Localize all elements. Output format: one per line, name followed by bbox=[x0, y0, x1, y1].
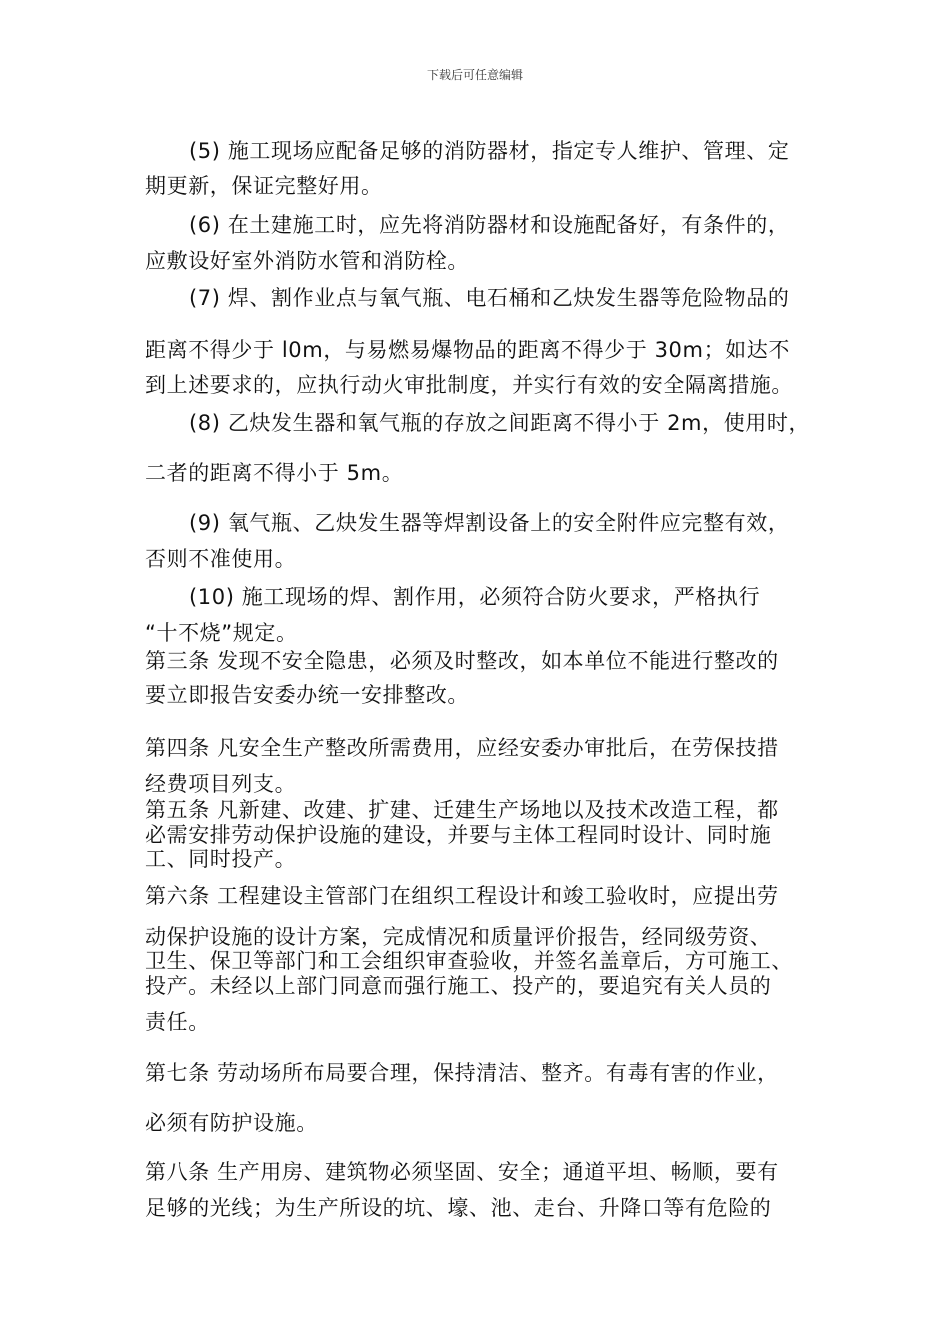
text-line: (8) 乙炔发生器和氧气瓶的存放之间距离不得小于 2m，使用时， bbox=[189, 411, 811, 435]
text-line: “十不烧”规定。 bbox=[145, 621, 298, 645]
text-line: 动保护设施的设计方案，完成情况和质量评价报告，经同级劳资、 bbox=[145, 925, 772, 949]
text-line: 卫生、保卫等部门和工会组织审查验收，并签名盖章后，方可施工、 bbox=[145, 949, 793, 973]
text-line: 第六条 工程建设主管部门在组织工程设计和竣工验收时，应提出劳 bbox=[145, 884, 779, 908]
text-line: 工、同时投产。 bbox=[145, 847, 297, 871]
text-line: (7) 焊、割作业点与氧气瓶、电石桶和乙炔发生器等危险物品的 bbox=[189, 286, 790, 310]
text-line: 要立即报告安委办统一安排整改。 bbox=[145, 683, 469, 707]
text-line: 第八条 生产用房、建筑物必须坚固、安全；通道平坦、畅顺，要有 bbox=[145, 1160, 779, 1184]
text-line: 第五条 凡新建、改建、扩建、迁建生产场地以及技术改造工程，都 bbox=[145, 798, 779, 822]
text-line: 必需安排劳动保护设施的建设，并要与主体工程同时设计、同时施 bbox=[145, 823, 772, 847]
page-header: 下载后可任意编辑 bbox=[426, 68, 523, 82]
text-line: (9) 氧气瓶、乙炔发生器等焊割设备上的安全附件应完整有效， bbox=[189, 511, 790, 535]
text-line: 责任。 bbox=[145, 1010, 210, 1034]
text-line: 期更新，保证完整好用。 bbox=[145, 174, 383, 198]
text-line: 第七条 劳动场所布局要合理，保持清洁、整齐。有毒有害的作业， bbox=[145, 1061, 779, 1085]
text-line: (5) 施工现场应配备足够的消防器材，指定专人维护、管理、定 bbox=[189, 139, 790, 163]
text-line: 应敷设好室外消防水管和消防栓。 bbox=[145, 249, 469, 273]
text-line: 投产。未经以上部门同意而强行施工、投产的，要追究有关人员的 bbox=[145, 974, 772, 998]
text-line: 经费项目列支。 bbox=[145, 772, 297, 796]
text-line: 第四条 凡安全生产整改所需费用，应经安委办审批后，在劳保技措 bbox=[145, 736, 779, 760]
text-line: 否则不准使用。 bbox=[145, 547, 297, 571]
text-line: 必须有防护设施。 bbox=[145, 1111, 318, 1135]
text-line: 到上述要求的，应执行动火审批制度，并实行有效的安全隔离措施。 bbox=[145, 373, 793, 397]
text-line: (10) 施工现场的焊、割作用，必须符合防火要求，严格执行 bbox=[189, 585, 761, 609]
text-line: 足够的光线；为生产所设的坑、壕、池、走台、升降口等有危险的 bbox=[145, 1196, 772, 1220]
text-line: 第三条 发现不安全隐患，必须及时整改，如本单位不能进行整改的 bbox=[145, 649, 779, 673]
text-line: (6) 在土建施工时，应先将消防器材和设施配备好，有条件的， bbox=[189, 213, 790, 237]
text-line: 距离不得少于 l0m，与易燃易爆物品的距离不得少于 30m；如达不 bbox=[145, 338, 790, 362]
text-line: 二者的距离不得小于 5m。 bbox=[145, 461, 404, 485]
